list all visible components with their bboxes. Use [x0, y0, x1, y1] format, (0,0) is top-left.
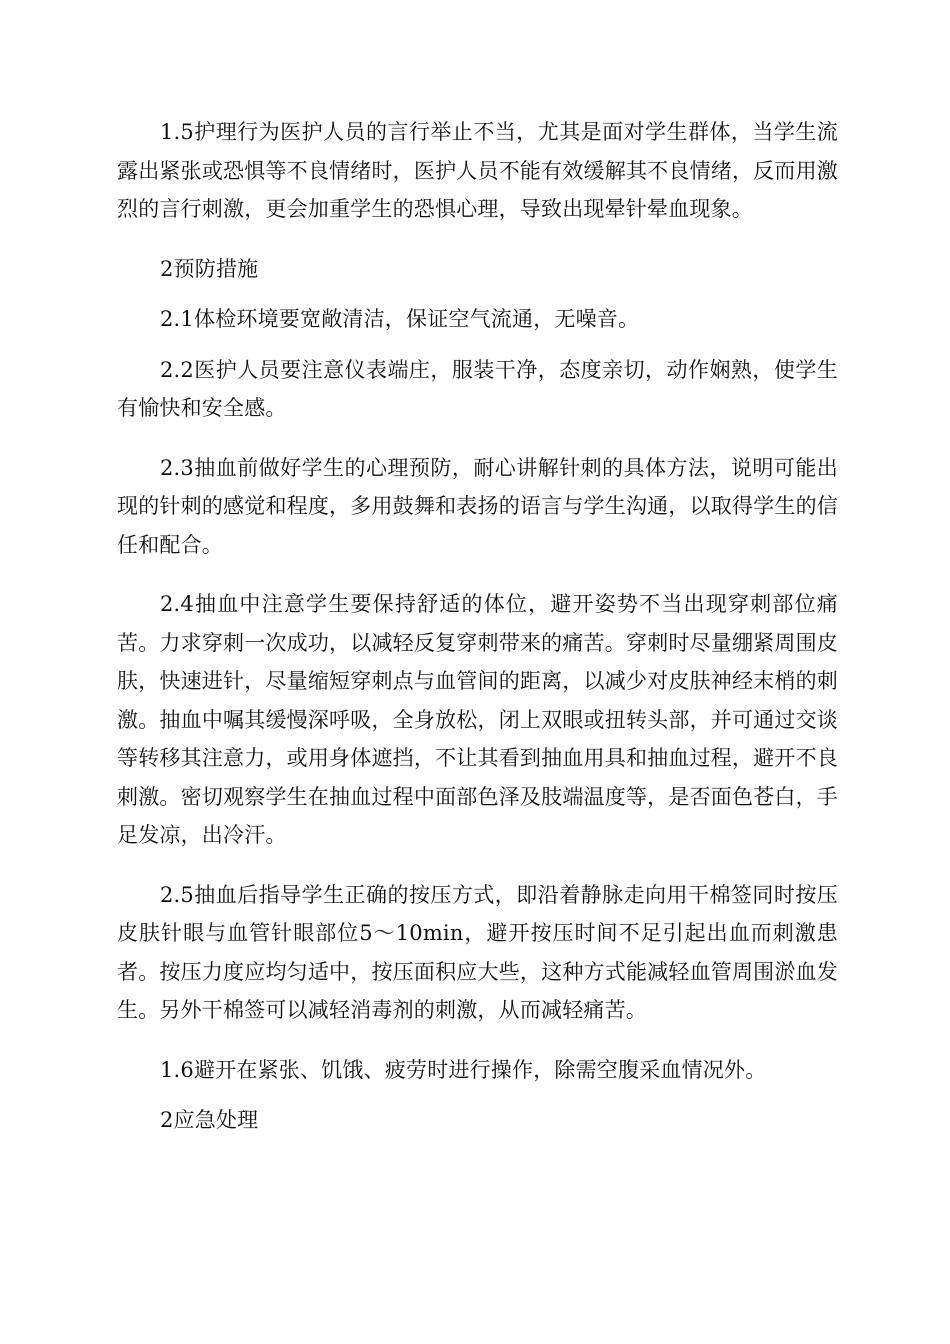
paragraph-1-6-avoid-conditions: 1.6避开在紧张、饥饿、疲劳时进行操作，除需空腹采血情况外。: [160, 1057, 767, 1082]
paragraph-2-5-after-blood-draw: 2.5抽血后指导学生正确的按压方式，即沿着静脉走向用干棉签同时按压皮肤针眼与血管针眼部位5～10min，避开按压时间不足引起出血而刺激患者。按压力度应均匀适中，按压面积应大些，这种方式能减轻血管周围淤血发生。另外干棉签可以减轻消毒剂的刺激，从而减轻痛苦。: [117, 882, 838, 1022]
heading-emergency-handling: 2应急处理: [160, 1108, 259, 1132]
paragraph-2-4-during-blood-draw: 2.4抽血中注意学生要保持舒适的体位，避开姿势不当出现穿刺部位痛苦。力求穿刺一次成功，以减轻反复穿刺带来的痛苦。穿刺时尽量绷紧周围皮肤，快速进针，尽量缩短穿刺点与血管间的距离，以减少对皮肤神经末梢的刺激。抽血中嘱其缓慢深呼吸，全身放松，闭上双眼或扭转头部，并可通过交谈等转移其注意力，或用身体遮挡，不让其看到抽血用具和抽血过程，避开不良刺激。密切观察学生在抽血过程中面部色泽及肢端温度等，是否面色苍白，手足发凉，出冷汗。: [117, 592, 838, 847]
paragraph-1-5-nursing-behavior: 1.5护理行为医护人员的言行举止不当，尤其是面对学生群体，当学生流露出紧张或恐惧等不良情绪时，医护人员不能有效缓解其不良情绪，反而用激烈的言行刺激，更会加重学生的恐惧心理，导致出现晕针晕血现象。: [117, 120, 838, 221]
heading-prevention-measures: 2预防措施: [160, 256, 259, 281]
paragraph-2-2-staff-appearance: 2.2医护人员要注意仪表端庄，服装干净，态度亲切，动作娴熟，使学生有愉快和安全感。: [117, 357, 838, 420]
paragraph-2-1-environment: 2.1体检环境要宽敞清洁，保证空气流通，无噪音。: [160, 307, 640, 331]
paragraph-2-3-before-blood-draw: 2.3抽血前做好学生的心理预防，耐心讲解针刺的具体方法，说明可能出现的针刺的感觉和程度，多用鼓舞和表扬的语言与学生沟通，以取得学生的信任和配合。: [117, 455, 838, 557]
